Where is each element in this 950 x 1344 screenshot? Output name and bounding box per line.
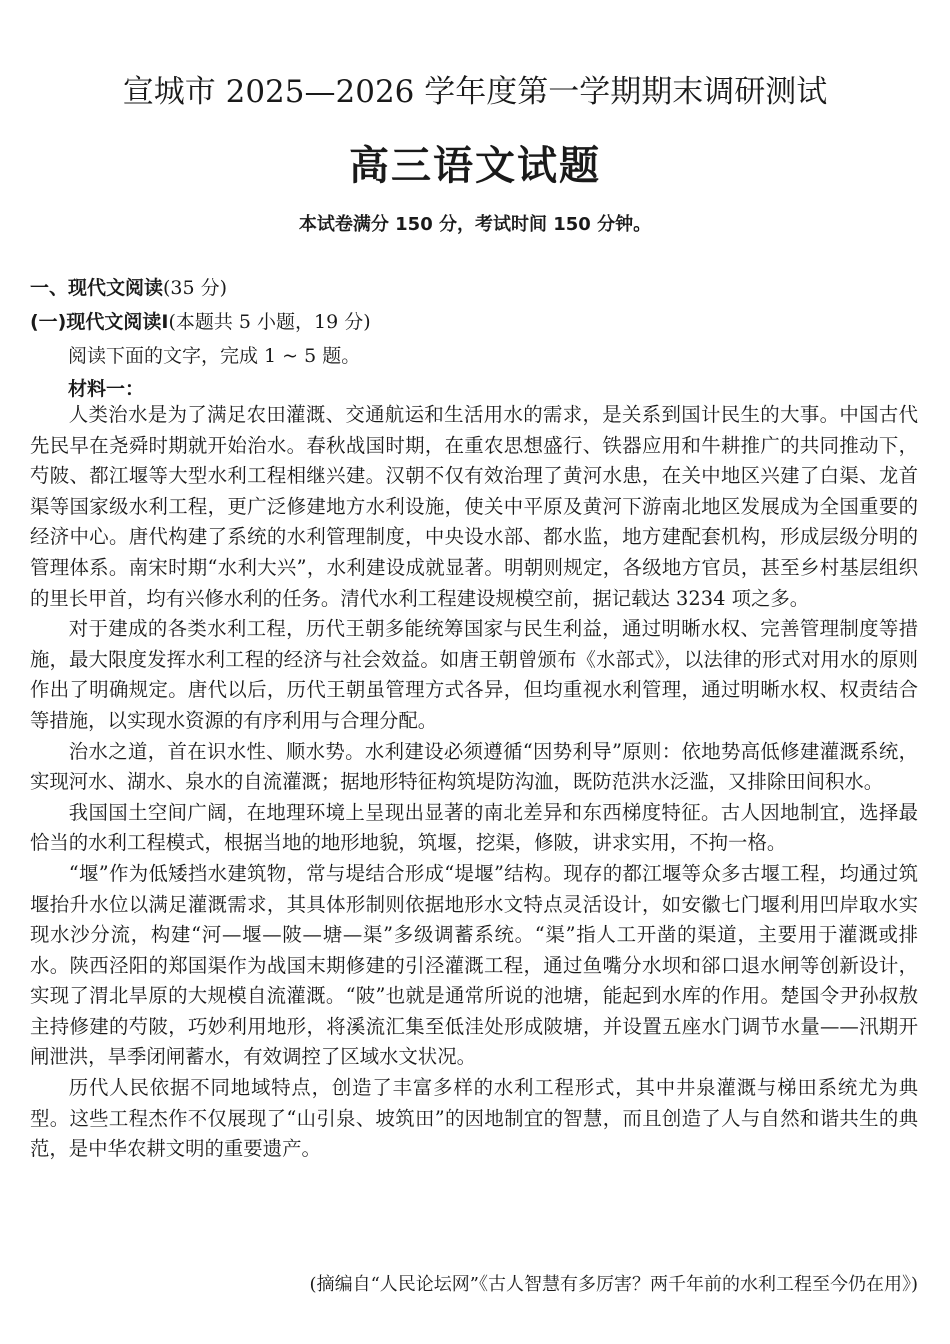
paragraph: 对于建成的各类水利工程，历代王朝多能统筹国家与民生利益，通过明晰水权、完善管理制度等措施，最大限度发挥水利工程的经济与社会效益。如唐王朝曾颁布《水部式》，以法律的形式对用水的原则作出了明确规定。唐代以后，历代王朝虽管理方式各异，但均重视水利管理，通过明晰水权、权责结合等措施，以实现水资源的有序利用与合理分配。 <box>30 617 918 732</box>
source-citation: (摘编自“人民论坛网”《古人智慧有多厉害？两千年前的水利工程至今仍在用》) <box>309 1274 918 1295</box>
reading-instruction: 阅读下面的文字，完成 1 ~ 5 题。 <box>68 345 361 367</box>
exam-title: 宣城市 2025—2026 学年度第一学期期末调研测试 <box>122 74 828 110</box>
paragraph: 人类治水是为了满足农田灌溉、交通航运和生活用水的需求，是关系到国计民生的大事。中国古代先民早在尧舜时期就开始治水。春秋战国时期，在重农思想盛行、铁器应用和牛耕推广的共同推动下，芍陂、都江堰等大型水利工程相继兴建。汉朝不仅有效治理了黄河水患，在关中地区兴建了白渠、龙首渠等国家级水利工程，更广泛修建地方水利设施，使关中平原及黄河下游南北地区发展成为全国重要的经济中心。唐代构建了系统的水利管理制度，中央设水部、都水监，地方建配套机构，形成层级分明的管理体系。南宋时期“水利大兴”，水利建设成就显著。明朝则规定，各级地方官员，甚至乡村基层组织的里长甲首，均有兴修水利的任务。清代水利工程建设规模空前，据记载达 3234 项之多。 <box>30 403 918 610</box>
paragraph: “堰”作为低矮挡水建筑物，常与堤结合形成“堤堰”结构。现存的都江堰等众多古堰工程，均通过筑堰抬升水位以满足灌溉需求，其具体形制则依据地形水文特点灵活设计，如安徽七门堰利用凹岸取水实现水沙分流，构建“河—堰—陂—塘—渠”多级调蓄系统。“渠”指人工开凿的渠道，主要用于灌溉或排水。陕西泾阳的郑国渠作为战国末期修建的引泾灌溉工程，通过鱼嘴分水坝和郤口退水闸等创新设计，实现了渭北旱原的大规模自流灌溉。“陂”也就是通常所说的池塘，能起到水库的作用。楚国令尹孙叔敖主持修建的芍陂，巧妙利用地形，将溪流汇集至低洼处形成陂塘，并设置五座水门调节水量——汛期开闸泄洪，旱季闭闸蓄水，有效调控了区域水文状况。 <box>30 861 918 1069</box>
paragraph: 治水之道，首在识水性、顺水势。水利建设必须遵循“因势利导”原则：依地势高低修建灌溉系统，实现河水、湖水、泉水的自流灌溉；据地形特征构筑堤防沟洫，既防范洪水泛滥，又排除田间积水。 <box>30 739 918 794</box>
exam-info: 本试卷满分 150 分，考试时间 150 分钟。 <box>298 214 652 235</box>
paragraph: 我国国土空间广阔，在地理环境上呈现出显著的南北差异和东西梯度特征。古人因地制宜，选择最恰当的水利工程模式，根据当地的地形地貌，筑堰，挖渠，修陂，讲求实用，不拘一格。 <box>30 800 918 855</box>
subject-title: 高三语文试题 <box>349 143 601 189</box>
subsection-note: (本题共 5 小题，19 分) <box>168 311 371 333</box>
section-score: (35 分) <box>163 277 228 299</box>
section-heading-1 <box>30 273 227 300</box>
subsection-title: (一)现代文阅读Ⅰ <box>30 311 169 333</box>
paragraph: 历代人民依据不同地域特点，创造了丰富多样的水利工程形式，其中井泉灌溉与梯田系统尤为典型。这些工程杰作不仅展现了“山引泉、坡筑田”的因地制宜的智慧，而且创造了人与自然和谐共生的典范，是中华农耕文明的重要遗产。 <box>30 1076 918 1161</box>
section-title: 一、现代文阅读 <box>30 277 164 299</box>
material-body <box>30 400 918 1165</box>
section-heading-1-1 <box>30 307 371 334</box>
material-label: 材料一： <box>68 378 145 400</box>
